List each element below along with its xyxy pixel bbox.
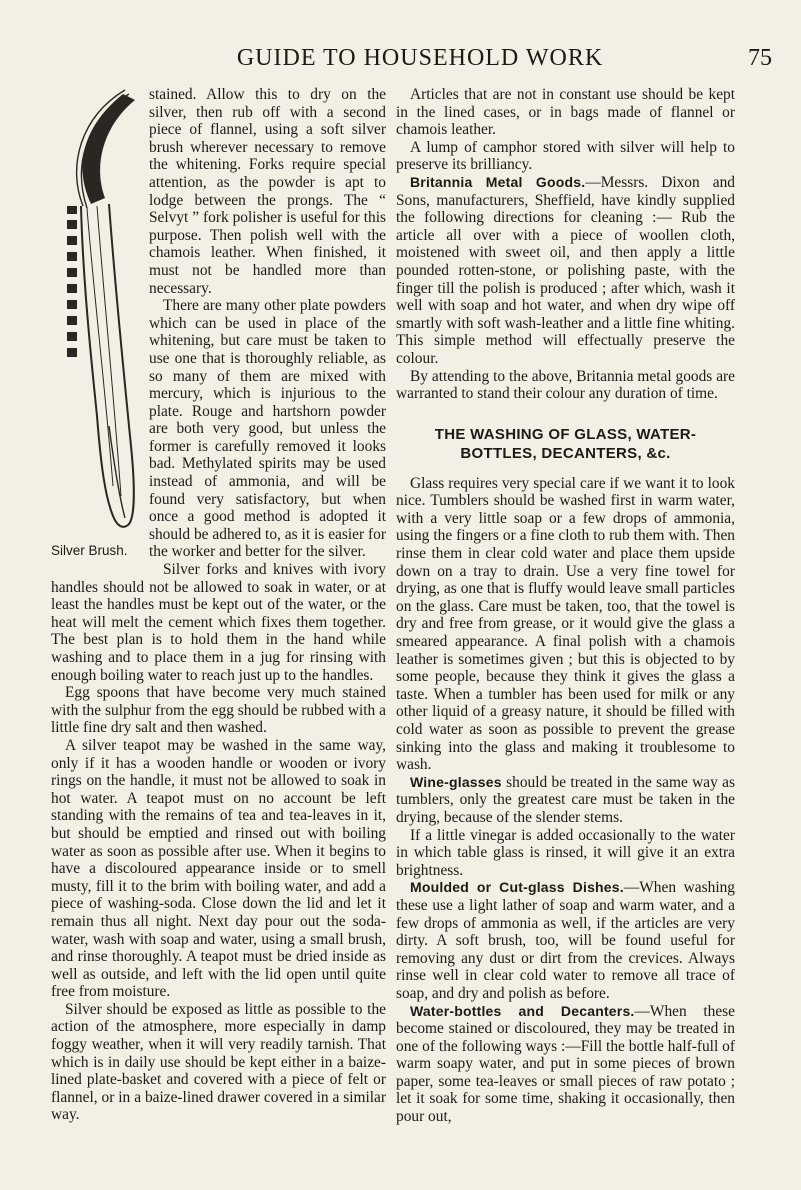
right-paragraph-5: Glass requires very special care if we want it to look nice. Tumblers should be washed first in warm water, with a very little soap or a few drops of ammonia, using the fingers or a fine cloth to rub them with. Then rinse them in clear cold water and place them upside down on a tray to drain. Use a very fine towel for drying, as one that is fluffy would leave small particles on the glass. Care must be taken, too, that the towel is dry and free from grease, or it would give the glass a smeared appearance. A final polish with a chamois leather is sometimes given ; but this is objected to by some people, because they think it gives the glass a taste. When a tumbler has been used for milk or any other liquid of a greasy nature, it should be filled with cold water as soon as possible to prevent the grease sinking into the glass and making it troublesome to wash. [396, 474, 735, 774]
left-paragraph-3: Silver forks and knives with ivory handles should not be allowed to soak in water, or at least the handles must be kept out of the water, or the heat will melt the cement which fixes them together. The best plan is to hold them in the hand while washing and to place them in a jug for rinsing with enough boiling water to reach just up to the handles. [51, 561, 386, 684]
figure-caption: Silver Brush. [51, 543, 128, 558]
wine-glasses-text: should be treated in the same way as tumblers, only the greatest care must be taken in the drying, because of the slender stems. [396, 773, 735, 826]
left-paragraph-6: Silver should be exposed as little as possible to the action of the atmosphere, more especially in damp foggy weather, when it will very readily tarnish. That which is in daily use should be kept either in a baize-lined plate-basket and covered with a piece of felt or flannel, or in a baize-lined drawer covered in a similar way. [51, 1000, 386, 1124]
silver-brush-icon [53, 86, 141, 536]
silver-brush-figure [51, 86, 143, 566]
left-paragraph-4: Egg spoons that have become very much stained with the sulphur from the egg should be rubbed with a little fine dry salt and then washed. [51, 684, 386, 737]
run-in-heading-wine-glasses: Wine-glasses [410, 773, 502, 790]
running-title: GUIDE TO HOUSEHOLD WORK [236, 45, 604, 71]
page-number: 75 [748, 45, 772, 71]
right-paragraph-3 [396, 174, 735, 368]
cut-glass-text: —When washing these use a light lather of soap and warm water, and a few drops of ammonia as well, if the articles are very dirty. A soft brush, too, will be found useful for removing any dust or dirt from the crevices. Always rinse well in clear cold water to remove all trace of soap, and dry and polish as before. [396, 879, 735, 1002]
left-paragraph-5: A silver teapot may be washed in the same way, only if it has a wooden handle or wooden or ivory rings on the handle, it must not be allowed to soak in hot water. A teapot must on no account be left standing with the remains of tea and tea-leaves in it, but should be emptied and rinsed out with boiling water as soon as possible after use. When it begins to have a discoloured appearance inside or to smell musty, fill it to the brim with boiling water, and add a piece of washing-soda. Close down the lid and let it remain thus all night. Next day pour out the soda-water, wash with soap and water, using a small brush, and rinse thoroughly. A teapot must be dried inside as well as outside, and left with the lid open until quite free from moisture. [51, 736, 386, 1001]
left-paragraph-1: stained. Allow this to dry on the silver, then rub off with a second piece of flannel, using a soft silver brush wherever necessary to remove the whitening. Forks require special attention, as the powder is apt to lodge between the prongs. The “ Selvyt ” fork polisher is useful for this purpose. Then polish well with the chamois leather. When finished, it must not be handled more than necessary. [149, 86, 386, 297]
right-paragraph-6 [396, 774, 735, 827]
left-column [51, 86, 386, 1124]
section-heading-line-2: BOTTLES, DECANTERS, &c. [460, 444, 671, 462]
right-paragraph-1: Articles that are not in constant use should be kept in the lined cases, or in bags made of flannel or chamois leather. [396, 86, 735, 139]
right-paragraph-9 [396, 1003, 735, 1126]
britannia-text: —Messrs. Dixon and Sons, manufacturers, Sheffield, have kindly supplied the following directions for cleaning :— Rub the article all over with a piece of woollen cloth, moistened with sweet oil, and then apply a little pounded rotten-stone, or polishing paste, with the finger till the polish is produced ; after which, wash it well with soap and hot water, and when dry wipe off smartly with soft wash-leather and a little fine whiting. This simple method will effectually preserve the colour. [396, 173, 735, 367]
run-in-heading-water-bottles: Water-bottles and Decanters. [410, 1002, 635, 1019]
left-paragraph-2: There are many other plate powders which can be used in place of the whitening, but care must be taken to use one that is thoroughly reliable, as so many of them are mixed with mercury, which is injurious to the plate. Rouge and hartshorn powder are both very good, but unless the former is carefully removed it looks bad. Methylated spirits may be used instead of ammonia, and will be found very satisfactory, but when once a good method is adopted it should be adhered to, as it is easier for the worker and better for the silver. [149, 297, 386, 561]
right-paragraph-4: By attending to the above, Britannia metal goods are warranted to stand their colour any duration of time. [396, 367, 735, 403]
right-paragraph-2: A lump of camphor stored with silver will help to preserve its brilliancy. [396, 138, 735, 174]
page-header [60, 45, 772, 75]
section-heading-line-1: THE WASHING OF GLASS, WATER- [434, 425, 697, 443]
right-column [396, 86, 735, 1126]
right-paragraph-8 [396, 879, 735, 1002]
water-bottles-text: —When these become stained or discoloured, they may be treated in one of the following ways :—Fill the bottle half-full of warm soapy water, and put in some pieces of brown paper, some tea-leaves or small pieces of raw potato ; let it soak for some time, shaking it occasionally, then pour out, [396, 1002, 736, 1126]
right-paragraph-7: If a little vinegar is added occasionally to the water in which table glass is rinsed, it will give it an extra brightness. [396, 826, 735, 879]
section-heading [396, 425, 735, 463]
run-in-heading-britannia: Britannia Metal Goods. [410, 173, 586, 190]
run-in-heading-cut-glass: Moulded or Cut-glass Dishes. [410, 879, 624, 896]
